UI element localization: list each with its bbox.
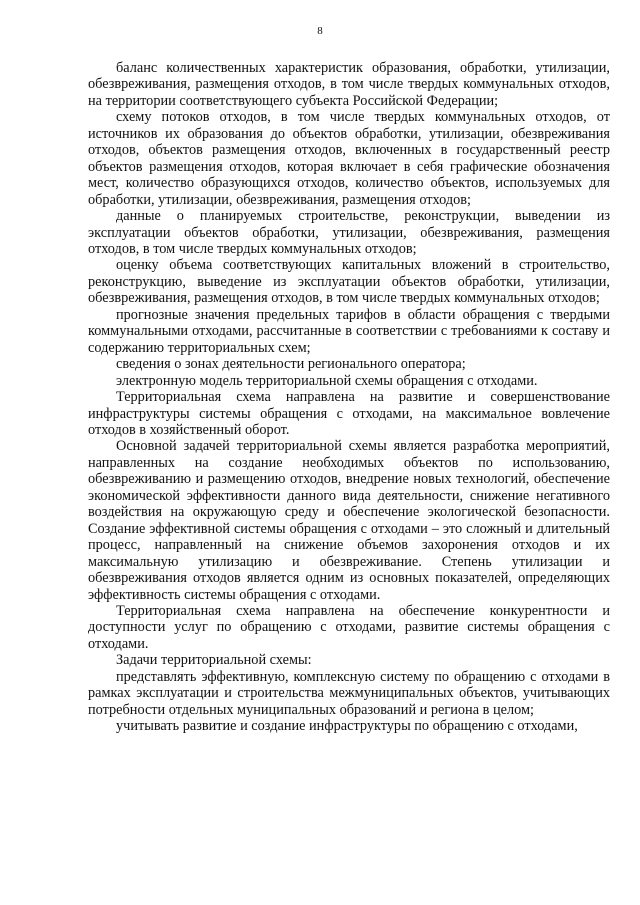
paragraph-electronic-model: электронную модель территориальной схемы обращения с отходами.	[116, 372, 538, 389]
paragraph-capital-investment: оценку объема соответствующих капитальных вложений в строительство, реконструкцию, выведение из эксплуатации объектов обработки, утилизации, обезвреживания, размещения отходов, в том числе твердых коммунальных отходов;	[88, 257, 610, 307]
paragraph-tasks-heading: Задачи территориальной схемы:	[116, 652, 312, 669]
paragraph-main-objective: Основной задачей территориальной схемы является разработка мероприятий, направленных на создание необходимых объектов по использованию, обезвреживанию и размещению отходов, внедрение новых технологий, обеспечение экономической эффективности данного вида деятельности, снижение негативного воздействия на окружающую среду и обеспечение экологической безопасности. Создание эффективной системы обращения с отходами – это сложный и длительный процесс, направленный на снижение объемов захоронения отходов и их максимальную утилизацию и обезвреживание. Степень утилизации и обезвреживания отходов является одним из основных показателей, определяющих эффективность системы обращения с отходами.	[88, 438, 610, 603]
paragraph-planned-construction: данные о планируемых строительстве, реконструкции, выведении из эксплуатации объектов обработки, утилизации, обезвреживания, размещения отходов, в том числе твердых коммунальных отходов;	[88, 208, 610, 257]
document-body	[88, 60, 610, 735]
paragraph-operator-zones: сведения о зонах деятельности регионального оператора;	[116, 356, 466, 373]
paragraph-competitiveness: Территориальная схема направлена на обеспечение конкурентности и доступности услуг по обращению с отходами, развитие системы обращения с отходами.	[88, 602, 610, 652]
paragraph-waste-flow-scheme: схему потоков отходов, в том числе твердых коммунальных отходов, от источников их образования до объектов обработки, утилизации, обезвреживания отходов, объектов размещения отходов, включенных в государственный реестр объектов размещения отходов, которая включает в себя графические обозначения мест, количество образующихся отходов, количество объектов, используемых для обработки, утилизации, обезвреживания, размещения отходов;	[88, 109, 610, 208]
page-number: 8	[317, 25, 323, 37]
paragraph-tariff-forecast: прогнозные значения предельных тарифов в области обращения с твердыми коммунальными отходами, рассчитанные в соответствии с требованиями к составу и содержанию территориальных схем;	[88, 306, 610, 356]
paragraph-waste-balance: баланс количественных характеристик образования, обработки, утилизации, обезвреживания, размещения отходов, в том числе твердых коммунальных отходов, на территории соответствующего субъекта Российской Федерации;	[88, 60, 610, 109]
paragraph-task-system: представлять эффективную, комплексную систему по обращению с отходами в рамках эксплуатации и строительства межмуниципальных объектов, учитывающих потребности отдельных муниципальных образований и региона в целом;	[88, 668, 610, 718]
paragraph-task-infrastructure: учитывать развитие и создание инфраструктуры по обращению с отходами,	[116, 718, 578, 735]
paragraph-scheme-purpose: Территориальная схема направлена на развитие и совершенствование инфраструктуры системы обращения с отходами, на максимальное вовлечение отходов в хозяйственный оборот.	[88, 389, 610, 438]
